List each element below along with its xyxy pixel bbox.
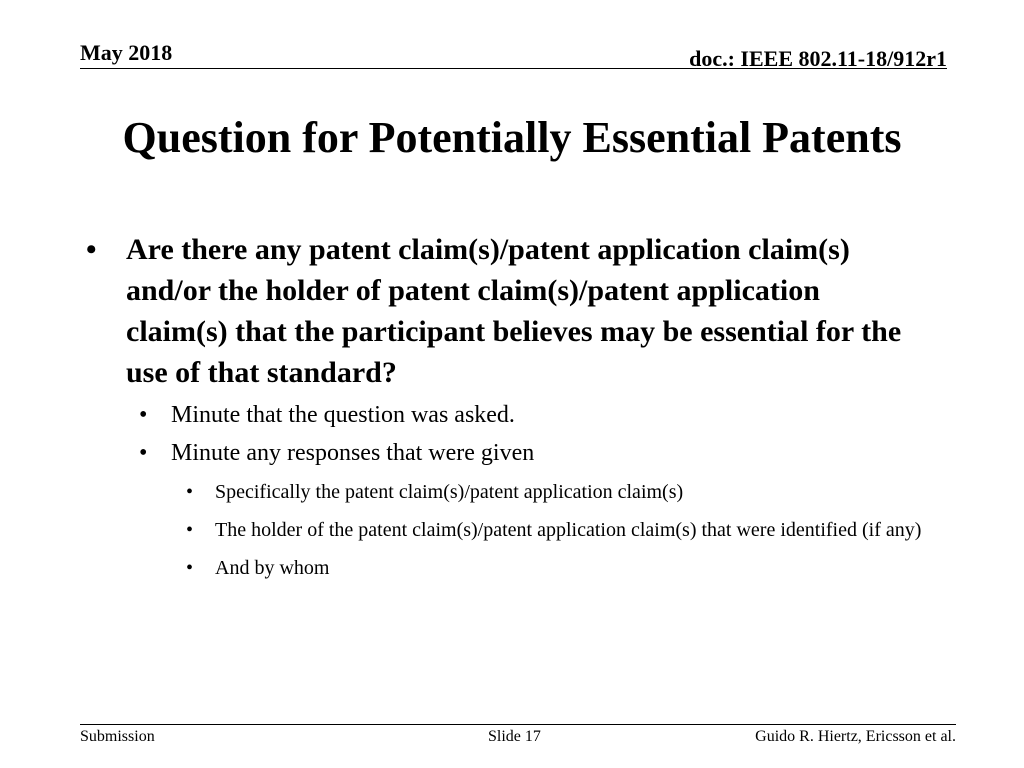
bullet-icon: • bbox=[186, 557, 194, 579]
bullet-icon: • bbox=[86, 233, 97, 266]
bullet-icon: • bbox=[186, 519, 194, 541]
header-doc-id: doc.: IEEE 802.11-18/912r1 bbox=[689, 46, 947, 71]
footer-divider bbox=[80, 724, 956, 725]
sub-bullet-item bbox=[80, 399, 960, 431]
bullet-icon: • bbox=[186, 481, 194, 503]
bullet-list bbox=[80, 229, 960, 583]
subsub-bullet-item bbox=[80, 553, 935, 583]
bullet-icon: • bbox=[139, 440, 148, 466]
main-bullet-text: Are there any patent claim(s)/patent application claim(s) and/or the holder of patent claim(s)/patent application claim(s) that the participant believes may be essential for the use of that standard? bbox=[126, 233, 902, 389]
subsub-bullet-text: Specifically the patent claim(s)/patent application claim(s) bbox=[215, 481, 684, 503]
subsub-bullet-text: And by whom bbox=[215, 557, 330, 579]
bullet-icon: • bbox=[139, 402, 148, 428]
subsub-bullet-item bbox=[80, 477, 935, 507]
footer-submission: Submission bbox=[80, 728, 155, 745]
sub-bullet-text: Minute that the question was asked. bbox=[171, 402, 515, 428]
sub-bullet-text: Minute any responses that were given bbox=[171, 440, 535, 466]
main-bullet-item bbox=[80, 229, 926, 393]
header-divider bbox=[80, 68, 947, 69]
sub-bullet-item bbox=[80, 437, 960, 469]
subsub-bullet-item bbox=[80, 515, 935, 545]
subsub-bullet-text: The holder of the patent claim(s)/patent application claim(s) that were identified (if any) bbox=[215, 519, 922, 541]
footer-slide-number: Slide 17 bbox=[488, 728, 541, 745]
slide-title: Question for Potentially Essential Patents bbox=[122, 113, 902, 162]
header-date: May 2018 bbox=[80, 40, 173, 65]
slide-body bbox=[80, 229, 960, 583]
footer-authors: Guido R. Hiertz, Ericsson et al. bbox=[755, 728, 956, 745]
